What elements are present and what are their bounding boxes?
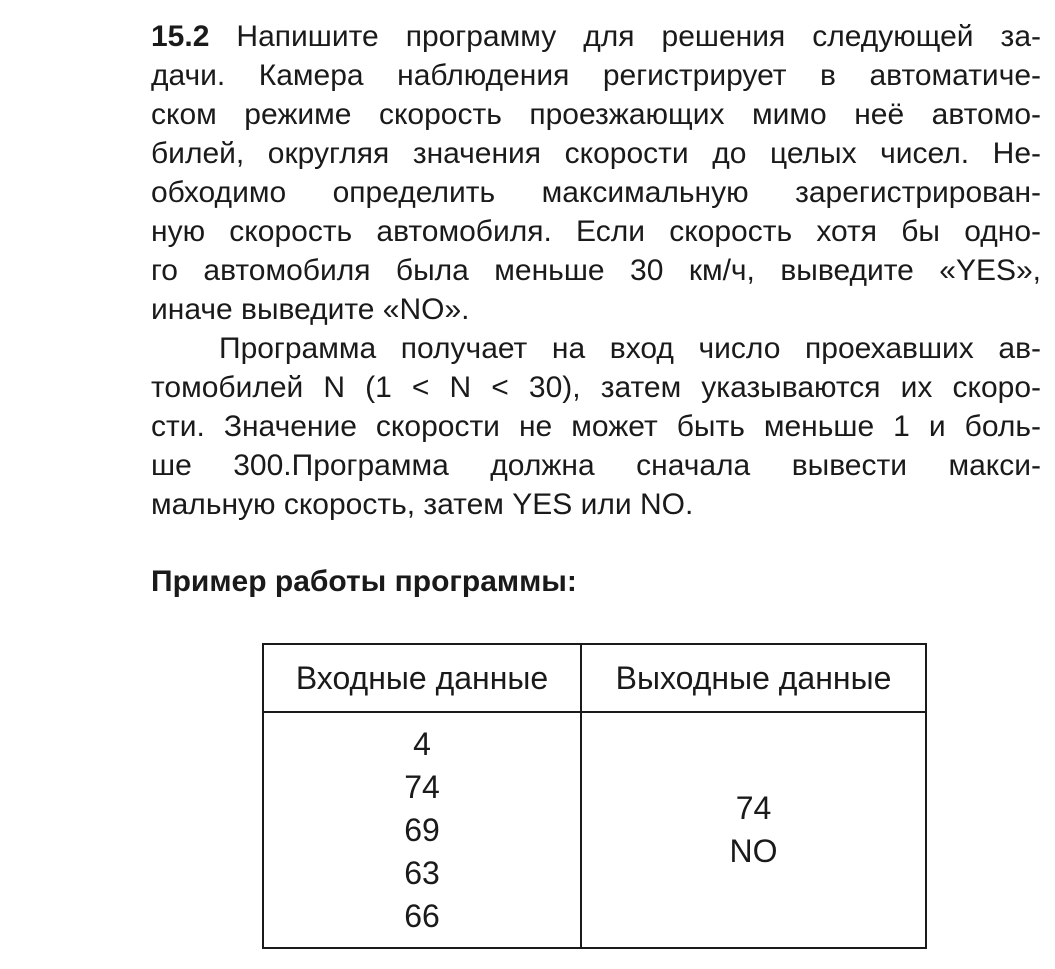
task-line: мальную скорость, затем YES или NO.: [151, 488, 694, 521]
output-value: 74: [735, 790, 772, 826]
input-cell: [263, 712, 581, 948]
task-line: билей, округляя значения скорости до целых чисел. Не-: [151, 137, 1041, 170]
task-line-text: Напишите программу для решения следующей за-: [209, 20, 1041, 53]
task-line: ском режиме скорость проезжающих мимо неё автомо-: [151, 98, 1041, 131]
task-line: иначе выведите «NO».: [151, 293, 470, 326]
output-header: Выходные данные: [581, 644, 926, 712]
task-statement: [151, 17, 1041, 524]
task-line: обходимо определить максимальную зарегистрирован-: [151, 176, 1041, 209]
example-table: [262, 643, 927, 949]
task-line: томобилей N (1 < N < 30), затем указываются их скоро-: [151, 371, 1041, 404]
input-value: 66: [404, 897, 440, 934]
task-line: Программа получает на вход число проехавших ав-: [219, 332, 1041, 365]
table-row: [263, 712, 926, 948]
task-line: ше 300.Программа должна сначала вывести макси-: [151, 449, 1041, 482]
input-value: 63: [404, 854, 440, 891]
input-header: Входные данные: [263, 644, 581, 712]
task-line: сти. Значение скорости не может быть меньше 1 и боль-: [151, 410, 1041, 443]
task-line: [151, 17, 1041, 56]
output-value: NO: [729, 833, 778, 869]
input-value: 4: [413, 725, 431, 762]
table-header-row: [263, 644, 926, 712]
task-line: ную скорость автомобиля. Если скорость хотя бы одно-: [151, 215, 1041, 248]
task-number: 15.2: [151, 20, 210, 53]
task-line: го автомобиля была меньше 30 км/ч, выведите «YES»,: [151, 254, 1041, 287]
output-cell: [581, 712, 926, 948]
input-value: 69: [404, 811, 440, 848]
task-line: дачи. Камера наблюдения регистрирует в автоматиче-: [151, 59, 1041, 92]
input-value: 74: [404, 768, 440, 805]
example-title: Пример работы программы:: [151, 565, 577, 598]
